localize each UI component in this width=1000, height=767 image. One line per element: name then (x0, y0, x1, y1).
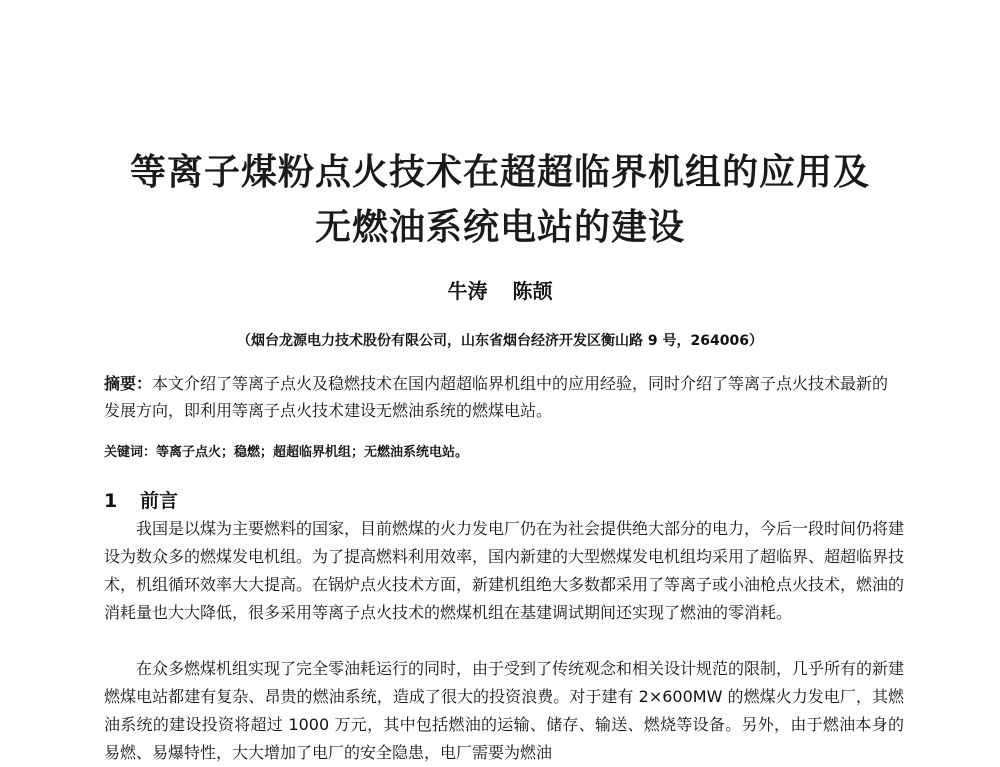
abstract-text: 本文介绍了等离子点火及稳燃技术在国内超超临界机组中的应用经验，同时介绍了等离子点火技术最新的发展方向，即利用等离子点火技术建设无燃油系统的燃煤电站。 (104, 374, 889, 420)
keywords (104, 441, 904, 460)
section-number: 1 (104, 490, 118, 512)
authors: 牛涛 陈颉 (447, 279, 553, 303)
paper-title-line2: 无燃油系统电站的建设 (314, 207, 685, 248)
keywords-text: 等离子点火；稳燃；超超临界机组；无燃油系统电站。 (156, 445, 469, 460)
abstract-label: 摘要： (104, 374, 153, 393)
paragraph: 我国是以煤为主要燃料的国家，目前燃煤的火力发电厂仍在为社会提供绝大部分的电力，今后一段时间仍将建设为数众多的燃煤发电机组。为了提高燃料利用效率，国内新建的大型燃煤发电机组均采用了超临界、超超临界技术，机组循环效率大大提高。在锅炉点火技术方面，新建机组绝大多数都采用了等离子或小油枪点火技术，燃油的消耗量也大大降低，很多采用等离子点火技术的燃煤机组在基建调试期间还实现了燃油的零消耗。 (104, 519, 905, 622)
paragraph: 在众多燃煤机组实现了完全零油耗运行的同时，由于受到了传统观念和相关设计规范的限制，几乎所有的新建燃煤电站都建有复杂、昂贵的燃油系统，造成了很大的投资浪费。对于建有 2×600MW 的燃煤火力发电厂，其燃油系统的建设投资将超过 1000 万元，其中包括燃油的运输、储存、输送、燃烧等设备。另外，由于燃油本身的易燃、易爆特性，大大增加了电厂的安全隐患，电厂需要为燃油 (104, 659, 905, 762)
keywords-label: 关键词： (104, 445, 157, 460)
abstract (104, 370, 904, 424)
paper-title-line1: 等离子煤粉点火技术在超超临界机组的应用及 (129, 152, 870, 193)
affiliation: （烟台龙源电力技术股份有限公司，山东省烟台经济开发区衡山路 9 号，264006） (237, 333, 763, 349)
section-title: 前言 (140, 490, 179, 512)
section-heading (104, 486, 178, 513)
